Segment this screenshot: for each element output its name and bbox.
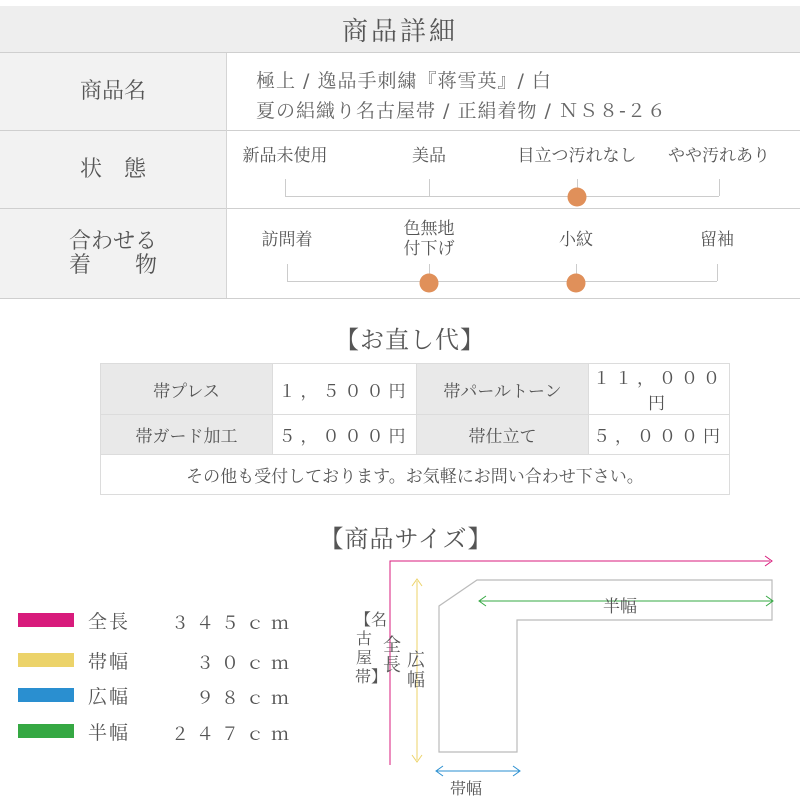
fee-label: 帯ガード加工 <box>101 415 273 455</box>
alterations-title: 【お直し代】 <box>335 326 485 354</box>
fee-price: １１，０００円 <box>589 364 730 415</box>
kimono-option: 訪問着 <box>261 230 313 250</box>
condition-option: 美品 <box>412 146 446 166</box>
kimono-option: 留袖 <box>700 230 734 250</box>
fee-label: 帯プレス <box>101 364 273 415</box>
total-length-label: 全長 <box>383 635 401 676</box>
alterations-note: その他も受付しております。お気軽にお問い合わせ下さい。 <box>101 455 730 495</box>
table-row <box>101 455 730 495</box>
condition-option: 新品未使用 <box>242 146 328 166</box>
scale-tick <box>285 179 286 196</box>
legend-value: ２４７ｃｍ <box>171 724 296 745</box>
condition-label: 状 態 <box>0 131 226 208</box>
product-name-line2: 夏の絽織り名古屋帯 / 正絹着物 / ＮＳ８-２６ <box>256 100 667 122</box>
table-row <box>101 415 730 455</box>
scale-tick <box>719 179 720 196</box>
matching-kimono-label <box>0 209 226 298</box>
obi-type-label: 【名古屋帯】 <box>355 610 388 686</box>
column-divider <box>226 53 227 298</box>
legend-name: 全長 <box>88 611 131 633</box>
kimono-scale-track <box>287 281 717 282</box>
total-length-line <box>390 561 770 765</box>
matching-label-line2: 着 物 <box>68 252 157 278</box>
half-width-label: 半幅 <box>603 597 637 617</box>
wide-width-swatch <box>18 688 74 702</box>
fee-label: 帯パールトーン <box>417 364 589 415</box>
matching-label-line1: 合わせる <box>68 228 157 254</box>
kimono-option-selected: 小紋 <box>559 230 593 250</box>
condition-scale-track <box>285 196 719 197</box>
size-title: 【商品サイズ】 <box>319 525 493 553</box>
product-name-label: 商品名 <box>0 53 226 130</box>
half-width-swatch <box>18 724 74 738</box>
kimono-selected-marker <box>420 274 439 293</box>
obi-width-swatch <box>18 653 74 667</box>
fee-label: 帯仕立て <box>417 415 589 455</box>
legend-name: 帯幅 <box>88 651 131 673</box>
legend-value: ３４５ｃｍ <box>171 613 296 634</box>
scale-tick <box>429 179 430 196</box>
condition-option-selected: 目立つ汚れなし <box>517 146 637 166</box>
product-name-line1: 極上 / 逸品手刺繍『蒋雪英』/ 白 <box>256 70 552 92</box>
fee-price: ５，０００円 <box>273 415 417 455</box>
condition-option: やや汚れあり <box>668 146 770 166</box>
total-length-swatch <box>18 613 74 627</box>
fee-price: １，５００円 <box>273 364 417 415</box>
legend-value: ３０ｃｍ <box>196 653 296 674</box>
obi-width-label: 帯幅 <box>450 779 483 798</box>
kimono-selected-marker <box>567 274 586 293</box>
legend-name: 半幅 <box>88 722 131 744</box>
fee-price: ５，０００円 <box>589 415 730 455</box>
scale-tick <box>717 264 718 281</box>
divider <box>0 298 800 299</box>
wide-width-label: 広幅 <box>407 650 425 691</box>
alteration-fee-table <box>100 363 730 495</box>
table-row <box>101 364 730 415</box>
legend-value: ９８ｃｍ <box>196 688 296 709</box>
kimono-option-selected: 色無地 付下げ <box>403 219 455 259</box>
scale-tick <box>287 264 288 281</box>
page-title: 商品詳細 <box>0 6 800 52</box>
legend-name: 広幅 <box>88 686 131 708</box>
condition-selected-marker <box>568 188 587 207</box>
